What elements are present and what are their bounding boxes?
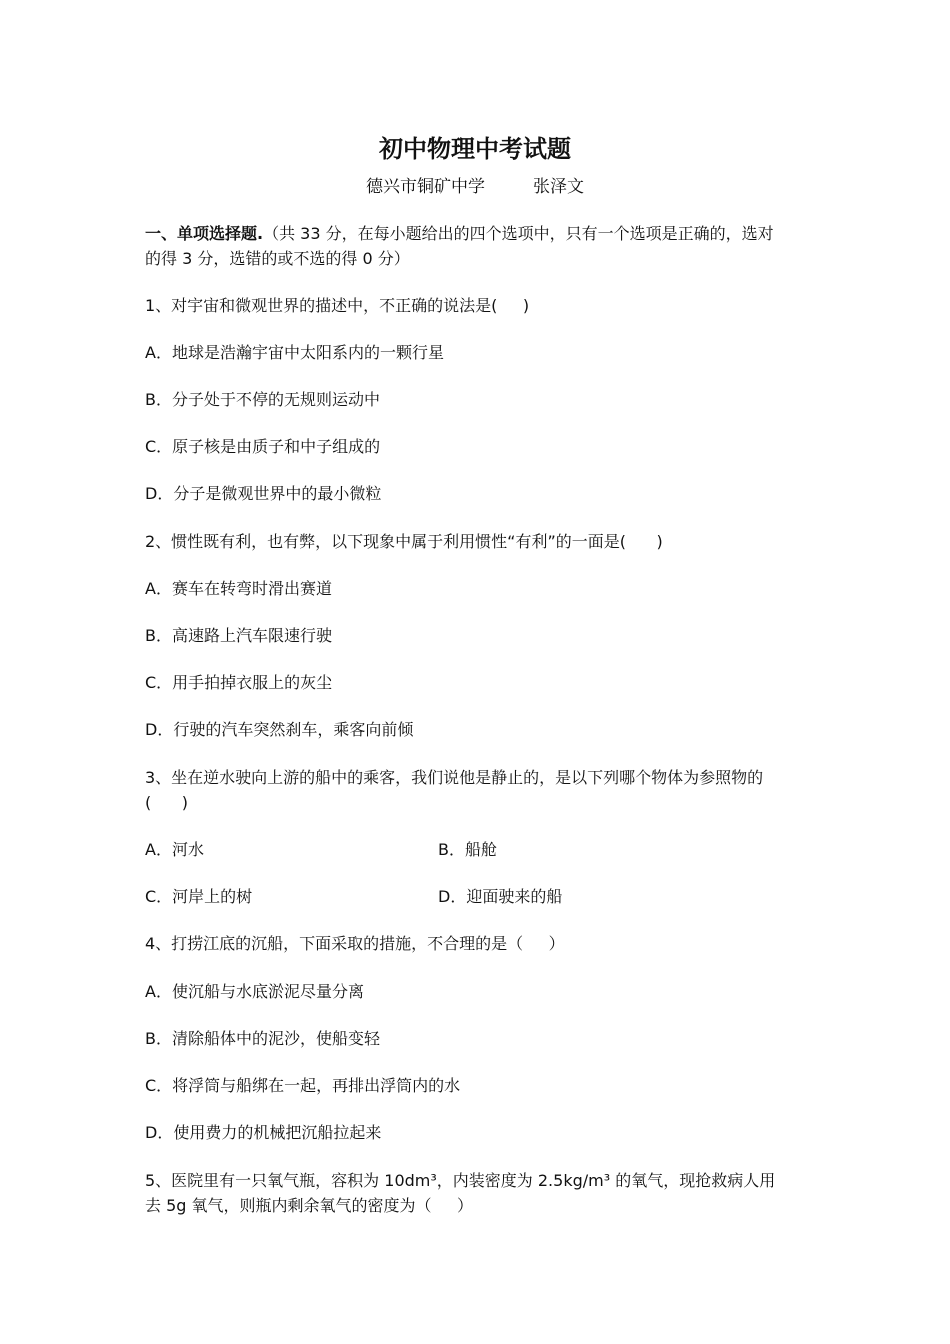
option-d: D．行驶的汽车突然刹车，乘客向前倾 <box>145 720 414 739</box>
question-stem <box>145 1168 810 1218</box>
section-heading: 一、单项选择题. <box>145 224 264 243</box>
question-stem <box>145 765 810 815</box>
option-a: A．河水 <box>145 840 204 859</box>
option-b: B．清除船体中的泥沙，使船变轻 <box>145 1029 380 1048</box>
option-b: B．船舱 <box>438 840 497 859</box>
school-name: 德兴市铜矿中学 <box>366 177 485 197</box>
option-b: B．分子处于不停的无规则运动中 <box>145 390 380 409</box>
question-stem: 1、对宇宙和微观世界的描述中，不正确的说法是( ) <box>145 296 530 315</box>
option-a: A．赛车在转弯时滑出赛道 <box>145 579 332 598</box>
option-c: C．用手拍掉衣服上的灰尘 <box>145 673 333 692</box>
option-c: C．原子核是由质子和中子组成的 <box>145 437 381 456</box>
question-stem-line-1: 5、医院里有一只氧气瓶，容积为 10dm³，内装密度为 2.5kg/m³ 的氧气，现抢救病人用 <box>145 1171 776 1190</box>
byline <box>0 174 950 200</box>
question-stem: 4、打捞江底的沉船，下面采取的措施，不合理的是（ ） <box>145 934 565 953</box>
author-name: 张泽文 <box>533 177 584 197</box>
option-c: C．河岸上的树 <box>145 887 253 906</box>
section-instruction <box>145 221 810 271</box>
question-stem: 2、惯性既有利，也有弊，以下现象中属于利用惯性“有利”的一面是( ) <box>145 532 663 551</box>
question-stem-line-2: ( ) <box>145 793 188 812</box>
option-c: C．将浮筒与船绑在一起，再排出浮筒内的水 <box>145 1076 461 1095</box>
option-b: B．高速路上汽车限速行驶 <box>145 626 332 645</box>
option-a: A．使沉船与水底淤泥尽量分离 <box>145 982 364 1001</box>
instruction-line-2: 的得 3 分，选错的或不选的得 0 分） <box>145 249 410 268</box>
page-title: 初中物理中考试题 <box>379 134 571 163</box>
question-stem-line-2: 去 5g 氧气，则瓶内剩余氧气的密度为（ ） <box>145 1196 473 1215</box>
option-d: D．分子是微观世界中的最小微粒 <box>145 484 382 503</box>
option-a: A．地球是浩瀚宇宙中太阳系内的一颗行星 <box>145 343 444 362</box>
option-d: D．使用费力的机械把沉船拉起来 <box>145 1123 382 1142</box>
option-d: D．迎面驶来的船 <box>438 887 563 906</box>
question-stem-line-1: 3、坐在逆水驶向上游的船中的乘客，我们说他是静止的，是以下列哪个物体为参照物的 <box>145 768 764 787</box>
instruction-line-1: （共 33 分，在每小题给出的四个选项中，只有一个选项是正确的，选对 <box>263 224 774 243</box>
